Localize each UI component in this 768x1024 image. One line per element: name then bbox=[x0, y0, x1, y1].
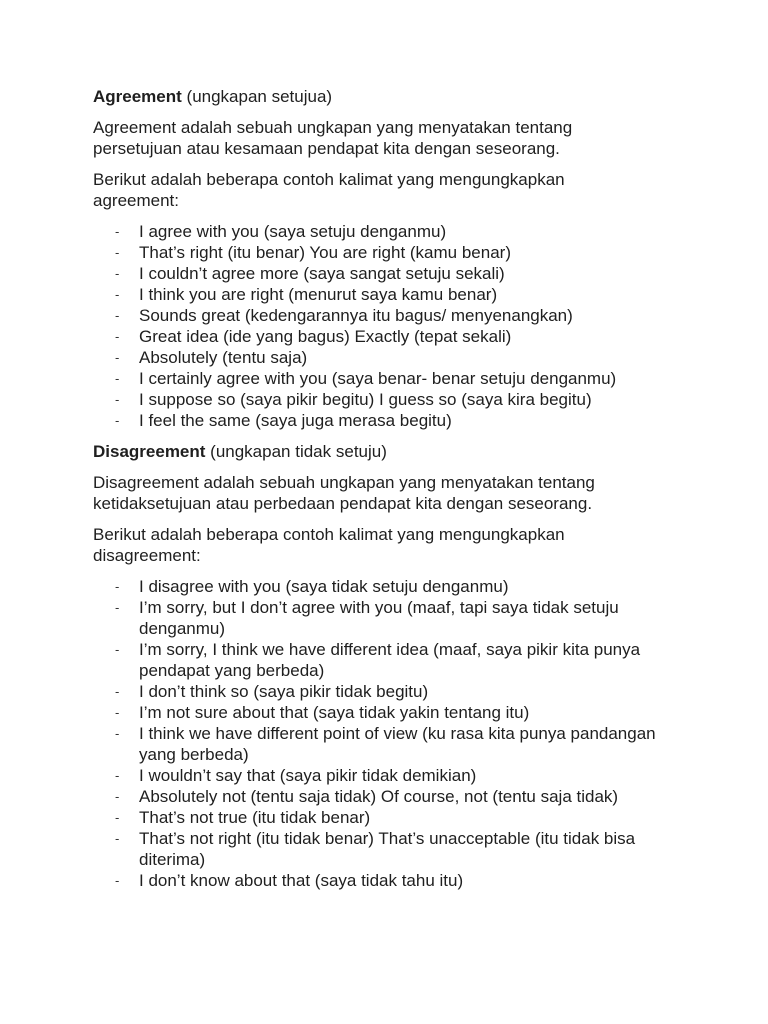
list-item-text: I agree with you (saya setuju denganmu) bbox=[139, 222, 447, 241]
dash-bullet: - bbox=[115, 392, 120, 407]
dash-bullet: - bbox=[115, 642, 120, 657]
list-item-text: I suppose so (saya pikir begitu) I guess so (saya kira begitu) bbox=[139, 390, 592, 409]
dash-bullet: - bbox=[115, 705, 120, 720]
list-item bbox=[93, 305, 679, 326]
dash-bullet: - bbox=[115, 600, 120, 615]
list-item bbox=[93, 263, 679, 284]
agreement-definition: Agreement adalah sebuah ungkapan yang menyatakan tentang persetujuan atau kesamaan pendapat kita dengan seseorang. bbox=[93, 118, 573, 158]
list-item-text: I wouldn’t say that (saya pikir tidak demikian) bbox=[139, 766, 477, 785]
list-item-text: I certainly agree with you (saya benar- benar setuju denganmu) bbox=[139, 369, 617, 388]
agreement-subtitle: (ungkapan setujua) bbox=[181, 87, 333, 106]
list-item bbox=[93, 410, 679, 431]
list-item bbox=[93, 326, 679, 347]
list-item-text: I disagree with you (saya tidak setuju denganmu) bbox=[139, 577, 509, 596]
list-item-text: I don’t think so (saya pikir tidak begitu) bbox=[139, 682, 429, 701]
disagreement-definition: Disagreement adalah sebuah ungkapan yang menyatakan tentang ketidaksetujuan atau perbedaan pendapat kita dengan seseorang. bbox=[93, 473, 595, 513]
list-item bbox=[93, 723, 679, 765]
dash-bullet: - bbox=[115, 768, 120, 783]
list-item-text: Absolutely not (tentu saja tidak) Of course, not (tentu saja tidak) bbox=[139, 787, 619, 806]
dash-bullet: - bbox=[115, 579, 120, 594]
list-item-text: I couldn’t agree more (saya sangat setuju sekali) bbox=[139, 264, 505, 283]
dash-bullet: - bbox=[115, 245, 120, 260]
dash-bullet: - bbox=[115, 224, 120, 239]
list-item bbox=[93, 807, 679, 828]
dash-bullet: - bbox=[115, 789, 120, 804]
disagreement-title: Disagreement bbox=[93, 442, 206, 461]
list-item bbox=[93, 639, 679, 681]
dash-bullet: - bbox=[115, 350, 120, 365]
dash-bullet: - bbox=[115, 684, 120, 699]
list-item-text: Great idea (ide yang bagus) Exactly (tepat sekali) bbox=[139, 327, 512, 346]
list-item bbox=[93, 786, 679, 807]
list-item-text: That’s not right (itu tidak benar) That’s unacceptable (itu tidak bisa diterima) bbox=[139, 829, 636, 869]
list-item bbox=[93, 828, 679, 870]
list-item bbox=[93, 221, 679, 242]
list-item-text: Absolutely (tentu saja) bbox=[139, 348, 308, 367]
disagreement-subtitle: (ungkapan tidak setuju) bbox=[205, 442, 387, 461]
disagreement-list bbox=[93, 576, 708, 891]
list-item bbox=[93, 389, 679, 410]
dash-bullet: - bbox=[115, 329, 120, 344]
list-item bbox=[93, 284, 679, 305]
list-item-text: That’s not true (itu tidak benar) bbox=[139, 808, 371, 827]
dash-bullet: - bbox=[115, 413, 120, 428]
dash-bullet: - bbox=[115, 266, 120, 281]
list-item bbox=[93, 870, 679, 891]
dash-bullet: - bbox=[115, 308, 120, 323]
agreement-intro: Berikut adalah beberapa contoh kalimat yang mengungkapkan agreement: bbox=[93, 170, 565, 210]
dash-bullet: - bbox=[115, 810, 120, 825]
list-item bbox=[93, 597, 679, 639]
list-item bbox=[93, 368, 679, 389]
dash-bullet: - bbox=[115, 831, 120, 846]
agreement-heading bbox=[93, 86, 708, 107]
list-item bbox=[93, 347, 679, 368]
list-item-text: I’m sorry, I think we have different idea (maaf, saya pikir kita punya pendapat yang berbeda) bbox=[139, 640, 641, 680]
list-item-text: That’s right (itu benar) You are right (kamu benar) bbox=[139, 243, 511, 262]
dash-bullet: - bbox=[115, 726, 120, 741]
disagreement-intro: Berikut adalah beberapa contoh kalimat yang mengungkapkan disagreement: bbox=[93, 525, 565, 565]
list-item bbox=[93, 765, 679, 786]
dash-bullet: - bbox=[115, 287, 120, 302]
list-item-text: I think you are right (menurut saya kamu benar) bbox=[139, 285, 498, 304]
dash-bullet: - bbox=[115, 873, 120, 888]
list-item-text: I’m sorry, but I don’t agree with you (maaf, tapi saya tidak setuju denganmu) bbox=[139, 598, 619, 638]
list-item-text: I feel the same (saya juga merasa begitu) bbox=[139, 411, 452, 430]
list-item-text: Sounds great (kedengarannya itu bagus/ menyenangkan) bbox=[139, 306, 573, 325]
list-item bbox=[93, 681, 679, 702]
list-item-text: I think we have different point of view (ku rasa kita punya pandangan yang berbeda) bbox=[139, 724, 656, 764]
list-item bbox=[93, 242, 679, 263]
disagreement-heading bbox=[93, 441, 708, 462]
list-item bbox=[93, 702, 679, 723]
agreement-title: Agreement bbox=[93, 87, 182, 106]
list-item-text: I don’t know about that (saya tidak tahu itu) bbox=[139, 871, 464, 890]
dash-bullet: - bbox=[115, 371, 120, 386]
list-item bbox=[93, 576, 679, 597]
list-item-text: I’m not sure about that (saya tidak yakin tentang itu) bbox=[139, 703, 530, 722]
agreement-list bbox=[93, 221, 708, 431]
